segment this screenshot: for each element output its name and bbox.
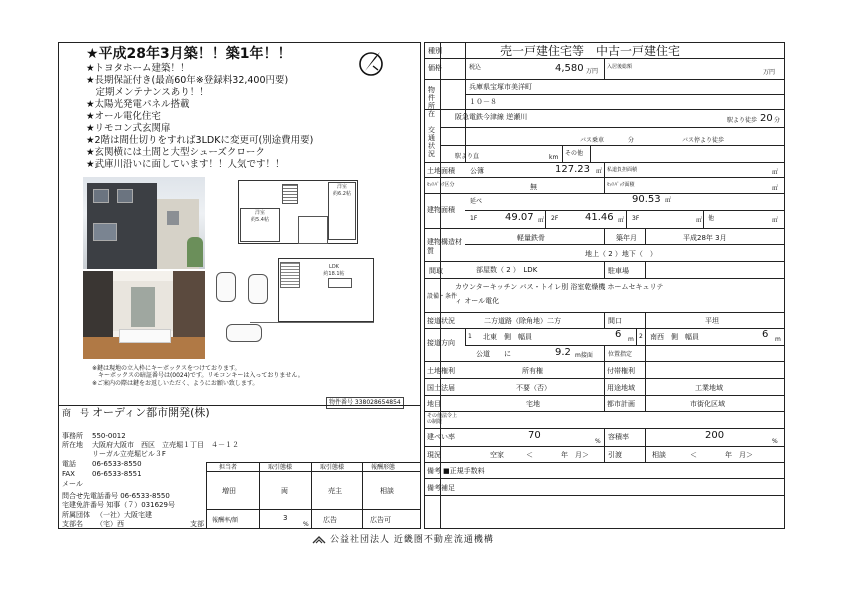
note-line-1: ※鍵は現地の立入枠にキーボックスをつけております。 — [92, 365, 241, 372]
far-unit: % — [772, 438, 778, 445]
zoning-label: 用途地域 — [607, 384, 635, 392]
km-unit: km — [549, 154, 559, 161]
private-road-label: 私道負担面積 — [607, 167, 638, 173]
ad-value: 広告可 — [370, 516, 391, 524]
status-value: 空家 — [490, 451, 504, 459]
type-value: 売一戸建住宅等 中古一戸建住宅 — [500, 44, 681, 58]
built-label: 築年月 — [616, 234, 637, 242]
fax-label: FAX — [62, 470, 75, 478]
far-label: 容積率 — [608, 433, 629, 441]
far-value: 200 — [705, 430, 725, 441]
bus-unit: 分 — [628, 137, 635, 144]
walk-label: 駅より徒歩 — [727, 117, 758, 124]
staff-header-4: 報酬形態 — [371, 464, 396, 471]
location-line-2: １０－８ — [469, 98, 497, 106]
bus-label: バス乗車 — [580, 137, 605, 144]
staff-value-1: 増田 — [222, 487, 236, 495]
road3-tail: m接面 — [575, 352, 593, 359]
land-area-kind: 公簿 — [470, 167, 484, 175]
bcr-value: 70 — [528, 430, 541, 441]
inquiry-phone: 問合せ先電話番号 06-6533-8550 — [62, 492, 170, 500]
feature-9: ★武庫川沿いに面しています！！人気です！！ — [86, 159, 285, 170]
layout-label: 間取 — [429, 267, 443, 275]
feature-7: ★2階は間仕切りをすれば3LDKに変更可(別途費用要) — [86, 135, 314, 146]
land-right-label: 土地権利 — [427, 367, 455, 375]
layout-value: 部屋数（ 2 ） LDK — [476, 266, 538, 274]
tel-value: 06-6533-8550 — [92, 460, 142, 468]
land-area-value: 127.23 — [555, 164, 590, 175]
building-total-value: 90.53 — [632, 194, 661, 205]
association-label: 所属団体 — [62, 511, 90, 519]
address-line-2: リーガル立売堀ビル３F — [92, 450, 166, 458]
room-western-2: 洋室 約6.2帖 — [328, 182, 356, 240]
floor3-label: 3F — [632, 215, 640, 222]
road3-value: 9.2 — [555, 347, 571, 358]
remarks-label: 備考 — [427, 467, 441, 475]
frontage-label: 間口 — [608, 317, 622, 325]
facility-label: 設備・条件 — [427, 293, 458, 300]
road-value: 二方道路（除角地）二方 — [484, 317, 561, 325]
road2-unit: m — [775, 336, 781, 343]
feature-4: ★太陽光発電パネル搭載 — [86, 99, 190, 110]
other-limit-label: その他法令上の制限 — [427, 413, 458, 425]
fee-unit: % — [303, 521, 309, 528]
property-number: 物件番号 338028654854 — [326, 397, 404, 409]
status-month: ＜ 年 月＞ — [526, 451, 589, 459]
road2-width: 6 — [762, 329, 769, 340]
type-label: 種別 — [428, 47, 442, 55]
floor2-value: 41.46 — [585, 212, 614, 223]
staff-value-3: 売主 — [328, 487, 342, 495]
road1-desc: 北東 側 幅員 — [483, 333, 532, 341]
price-unit: 万円 — [586, 68, 599, 75]
building-total-unit: ㎡ — [665, 197, 672, 204]
floor1-unit: ㎡ — [538, 217, 545, 224]
association-logo-icon — [312, 535, 326, 545]
feature-8: ★玄関横には土間と大型シューズクローク — [86, 147, 265, 158]
handover-month: ＜ 年 月＞ — [690, 451, 753, 459]
note-line-2: キーボックスの暗証番号は(0024)です。リモコンキーは入っておりません。 — [92, 372, 304, 379]
floor2-label: 2F — [551, 215, 559, 222]
headline: ★平成28年3月築！！築1年！！ — [86, 46, 292, 62]
setback-value: 無 — [530, 183, 537, 191]
location-label: 物件所在 — [428, 86, 435, 118]
city-plan-value: 市街化区域 — [690, 400, 725, 408]
land-use-label: 国土法届 — [427, 384, 455, 392]
company-name: オーディン都市開発(株) — [92, 406, 210, 419]
association-value: （一社）大阪宅建 — [96, 511, 152, 519]
mail-label: メール — [62, 480, 83, 488]
price-label: 価格 — [428, 64, 442, 72]
pen-icon — [356, 46, 386, 78]
road1-unit: m — [628, 336, 634, 343]
footer-org: 公益社団法人 近畿圏不動産流通機構 — [330, 535, 494, 545]
address-label: 所在地 — [62, 441, 83, 449]
land-right-value: 所有権 — [522, 367, 543, 375]
land-area-unit: ㎡ — [596, 168, 603, 175]
note-line-3: ※ご案内の際は鍵をお返しいただく、ようにお願い致します。 — [92, 380, 259, 387]
location-line-1: 兵庫県宝塚市美洋町 — [469, 83, 532, 91]
office-label: 事務所 — [62, 432, 83, 440]
walk-value: 20 — [760, 113, 773, 124]
staff-header-3: 取引態様 — [320, 464, 345, 471]
road1-number: 1 — [468, 333, 472, 340]
facility-line-1: カウンターキッチン バス・トイレ別 浴室乾燥機 ホームセキュリテ — [455, 283, 664, 291]
bus-stop-label: バス停より徒歩 — [682, 137, 725, 144]
building-area-label: 建物面積 — [427, 206, 455, 214]
transport-label: 交通状況 — [428, 126, 435, 158]
building-total-label: 延べ — [470, 198, 483, 205]
fax-value: 06-6533-8551 — [92, 470, 142, 478]
facility-line-2: ィ オール電化 — [455, 297, 500, 305]
staff-header-1: 担当者 — [219, 464, 238, 471]
status-label: 現況 — [427, 451, 441, 459]
room-western-1: 洋室 約5.4帖 — [240, 208, 280, 242]
parking-car-3 — [226, 324, 262, 342]
exterior-photo — [83, 177, 205, 269]
postal-code: 550-0012 — [92, 432, 126, 440]
staff-value-4: 相談 — [380, 487, 394, 495]
floors-value: 地上（ 2 ）地下（ ） — [585, 250, 657, 258]
floor-plan — [210, 178, 380, 361]
feature-1: ★トヨタホーム建築！！ — [86, 63, 190, 74]
bcr-unit: % — [595, 438, 601, 445]
fee-value: 3 — [283, 514, 288, 522]
floor3-unit: ㎡ — [696, 217, 703, 224]
remarks-value: ■正規手数料 — [443, 467, 485, 475]
walk-unit: 分 — [774, 117, 781, 124]
floor2-unit: ㎡ — [618, 217, 625, 224]
parking-car-2 — [248, 274, 268, 304]
handover-value: 相談 — [652, 451, 666, 459]
parking-car-1 — [216, 272, 236, 302]
road-label: 接道状況 — [427, 317, 455, 325]
setback-label: ｾｯﾄﾊﾞｯｸ区分 — [427, 182, 455, 188]
floor1-value: 49.07 — [505, 212, 534, 223]
price2-unit: 万円 — [763, 69, 776, 76]
setback-area-label: ｾｯﾄﾊﾞｯｸ面積 — [607, 182, 635, 188]
road-direction-label: 接道方向 — [427, 339, 455, 347]
price2-label: 入居後総額 — [607, 64, 633, 70]
feature-3: 定期メンテナンスあり！！ — [86, 87, 209, 98]
designation-label: 位置指定 — [608, 351, 633, 358]
fee-label: 報酬率/額 — [212, 517, 239, 524]
station-distance-label: 駅より直 — [455, 153, 480, 160]
road2-number: 2 — [639, 333, 643, 340]
private-road-unit: ㎡ — [772, 169, 779, 176]
interior-photo — [83, 271, 205, 359]
feature-2: ★長期保証付き(最高60年※登録料32,400円要) — [86, 75, 289, 86]
road1-width: 6 — [615, 329, 622, 340]
floor1-label: 1F — [470, 215, 478, 222]
land-use-value: 不要（否） — [516, 384, 551, 392]
tel-label: 電話 — [62, 460, 76, 468]
road3-desc: 公道 に — [476, 350, 511, 358]
ad-label: 広告 — [323, 516, 337, 524]
license-number: 宅建免許番号 知事（７）031629号 — [62, 501, 175, 509]
frontage-value: 平坦 — [705, 317, 719, 325]
lease-label: 付帯権利 — [607, 367, 635, 375]
branch-value: （宅）西 — [96, 520, 124, 528]
branch-label: 支部名 — [62, 520, 83, 528]
branch-tail: 支部 — [190, 520, 204, 528]
bcr-label: 建ぺい率 — [427, 433, 455, 441]
handover-label: 引渡 — [608, 451, 622, 459]
station-name: 阪急電鉄今津線 逆瀬川 — [455, 113, 528, 121]
floor-other-label: 他 — [708, 215, 715, 222]
city-plan-label: 都市計画 — [607, 400, 635, 408]
company-label: 商 号 — [62, 409, 90, 419]
staff-header-2: 取引態様 — [268, 464, 293, 471]
structure-label: 建物構造材質 — [427, 238, 462, 255]
price-value: 4,580 — [555, 63, 584, 74]
room-ldk: LDK 約18.1帖 — [323, 264, 345, 277]
zoning-value: 工業地域 — [695, 384, 723, 392]
floor-other-unit: ㎡ — [772, 217, 779, 224]
chimoku-value: 宅地 — [526, 400, 540, 408]
feature-5: ★オール電化住宅 — [86, 111, 161, 122]
chimoku-label: 地目 — [427, 400, 441, 408]
built-value: 平成28年 3月 — [683, 234, 727, 242]
staff-value-2: 両 — [281, 487, 288, 495]
road2-desc: 南西 側 幅員 — [650, 333, 699, 341]
price-sub: 税込 — [469, 64, 482, 71]
parking-label: 駐車場 — [608, 267, 629, 275]
setback-area-unit: ㎡ — [772, 185, 779, 192]
feature-6: ★リモコン式玄関扉 — [86, 123, 171, 134]
other-label: その他 — [565, 150, 584, 157]
land-area-label: 土地面積 — [427, 167, 455, 175]
notes-label: 備考補足 — [427, 484, 455, 492]
address-line-1: 大阪府大阪市 西区 立売堀１丁目 ４－１２ — [92, 441, 239, 449]
structure-value: 軽量鉄骨 — [517, 234, 545, 242]
